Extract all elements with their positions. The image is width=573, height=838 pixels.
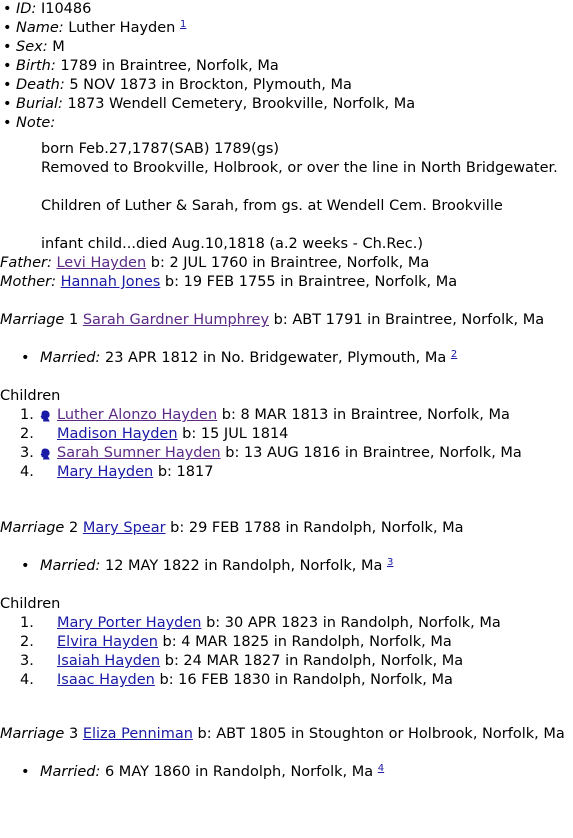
children-list: [0, 614, 573, 690]
fact-birth: [0, 57, 573, 76]
person-silhouette-icon[interactable]: [40, 410, 51, 422]
fact-value: M: [52, 39, 65, 55]
marriage-heading: [0, 519, 573, 538]
married-label: Married:: [40, 558, 101, 574]
child-number: 2.: [20, 426, 34, 442]
source-link[interactable]: 3: [387, 557, 394, 568]
spouse-info: b: ABT 1791 in Braintree, Norfolk, Ma: [269, 312, 545, 328]
child-number: 4.: [20, 672, 34, 688]
marriage-number: 3: [64, 726, 83, 742]
child-number: 3.: [20, 445, 34, 461]
marriage-heading: [0, 725, 573, 744]
child-item: [0, 671, 573, 690]
children-list: [0, 406, 573, 482]
fact-value: 5 NOV 1873 in Brockton, Plymouth, Ma: [69, 77, 352, 93]
fact-name: [0, 19, 573, 38]
child-item: [0, 463, 573, 482]
child-link[interactable]: Isaiah Hayden: [57, 653, 161, 669]
fact-label: Sex:: [16, 39, 48, 55]
note-line: Removed to Brookville, Holbrook, or over the line in North Bridgewater.: [41, 160, 558, 176]
fact-value: 1873 Wendell Cemetery, Brookville, Norfolk, Ma: [67, 96, 416, 112]
child-item: [0, 614, 573, 633]
fact-note: [0, 114, 573, 133]
fact-death: [0, 76, 573, 95]
child-link[interactable]: Luther Alonzo Hayden: [57, 407, 218, 423]
child-item: [0, 633, 573, 652]
fact-value: 1789 in Braintree, Norfolk, Ma: [60, 58, 279, 74]
child-link[interactable]: Mary Porter Hayden: [57, 615, 202, 631]
note-block: [0, 140, 573, 254]
child-number: 1.: [20, 407, 34, 423]
mother-row: [0, 273, 573, 292]
fact-id: [0, 0, 573, 19]
married-label: Married:: [40, 764, 101, 780]
fact-label: Death:: [16, 77, 65, 93]
fact-label: Name:: [16, 20, 64, 36]
spouse-link[interactable]: Sarah Gardner Humphrey: [82, 312, 270, 328]
person-facts: [0, 0, 573, 133]
fact-burial: [0, 95, 573, 114]
source-link[interactable]: 2: [450, 349, 458, 360]
note-line: infant child...died Aug.10,1818 (a.2 weeks - Ch.Rec.): [41, 236, 423, 252]
child-link[interactable]: Isaac Hayden: [57, 672, 155, 688]
marriage-number: 2: [64, 520, 83, 536]
fact-label: Birth:: [16, 58, 56, 74]
child-number: 1.: [20, 615, 34, 631]
marriage-label: Marriage: [0, 520, 65, 536]
spouse-link[interactable]: Eliza Penniman: [82, 726, 193, 742]
mother-label: Mother:: [0, 274, 57, 290]
child-info: b: 30 APR 1823 in Randolph, Norfolk, Ma: [201, 615, 501, 631]
child-info: b: 15 JUL 1814: [177, 426, 289, 442]
marriage-label: Marriage: [0, 312, 65, 328]
fact-sex: [0, 38, 573, 57]
note-line: born Feb.27,1787(SAB) 1789(gs): [41, 141, 280, 157]
note-line: Children of Luther & Sarah, from gs. at Wendell Cem. Brookville: [41, 198, 503, 214]
child-item: [0, 425, 573, 444]
married-row: • Married: 12 MAY 1822 in Randolph, Norfolk, Ma $^3$: [21, 557, 394, 574]
child-number: 2.: [20, 634, 34, 650]
child-link[interactable]: Sarah Sumner Hayden: [57, 445, 221, 461]
child-info: b: 16 FEB 1830 in Randolph, Norfolk, Ma: [154, 672, 453, 688]
marriage-heading: [0, 311, 573, 330]
children-heading: Children: [0, 388, 61, 404]
fact-value: I10486: [40, 1, 92, 17]
fact-label: Burial:: [16, 96, 63, 112]
married-value: 23 APR 1812 in No. Bridgewater, Plymouth, Ma: [100, 350, 451, 366]
fact-value: Luther Hayden: [68, 20, 176, 36]
mother-link[interactable]: Hannah Jones: [60, 274, 161, 290]
married-label: Married:: [40, 350, 101, 366]
fact-label: ID:: [16, 1, 37, 17]
source-link[interactable]: 4: [377, 763, 385, 774]
married-value: 6 MAY 1860 in Randolph, Norfolk, Ma: [100, 764, 378, 780]
child-link[interactable]: Mary Hayden: [57, 464, 154, 480]
source-link[interactable]: 1: [179, 19, 187, 30]
marriage-number: 1: [64, 312, 83, 328]
marriage-label: Marriage: [0, 726, 65, 742]
spouse-link[interactable]: Mary Spear: [82, 520, 166, 536]
child-number: 4.: [20, 464, 34, 480]
child-item: [0, 406, 573, 425]
child-link[interactable]: Elvira Hayden: [57, 634, 158, 650]
fact-label: Note:: [16, 115, 56, 131]
child-info: b: 24 MAR 1827 in Randolph, Norfolk, Ma: [160, 653, 464, 669]
father-info: b: 2 JUL 1760 in Braintree, Norfolk, Ma: [146, 255, 430, 271]
child-link[interactable]: Madison Hayden: [57, 426, 178, 442]
married-row: • Married: 6 MAY 1860 in Randolph, Norfolk, Ma $^4$: [21, 763, 385, 780]
child-info: b: 4 MAR 1825 in Randolph, Norfolk, Ma: [157, 634, 452, 650]
father-link[interactable]: Levi Hayden: [56, 255, 147, 271]
spouse-info: b: ABT 1805 in Stoughton or Holbrook, Norfolk, Ma: [192, 726, 565, 742]
mother-info: b: 19 FEB 1755 in Braintree, Norfolk, Ma: [160, 274, 458, 290]
person-silhouette-icon[interactable]: [40, 448, 51, 460]
child-info: b: 13 AUG 1816 in Braintree, Norfolk, Ma: [220, 445, 522, 461]
child-item: [0, 652, 573, 671]
married-value: 12 MAY 1822 in Randolph, Norfolk, Ma: [100, 558, 387, 574]
father-label: Father:: [0, 255, 52, 271]
child-number: 3.: [20, 653, 34, 669]
father-row: [0, 254, 573, 273]
child-info: b: 8 MAR 1813 in Braintree, Norfolk, Ma: [217, 407, 510, 423]
married-row: • Married: 23 APR 1812 in No. Bridgewater, Plymouth, Ma $^2$: [21, 349, 458, 366]
spouse-info: b: 29 FEB 1788 in Randolph, Norfolk, Ma: [165, 520, 464, 536]
child-item: [0, 444, 573, 463]
child-info: b: 1817: [153, 464, 214, 480]
children-heading: Children: [0, 596, 61, 612]
